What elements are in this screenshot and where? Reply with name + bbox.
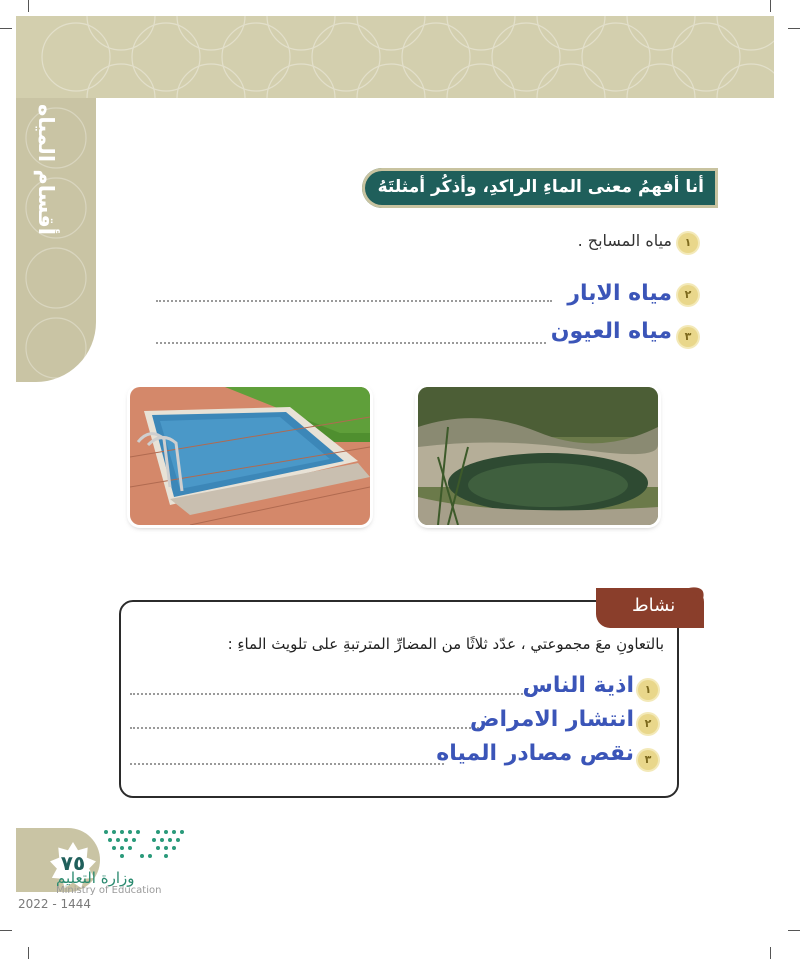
handwritten-answer: اذية الناس: [522, 673, 634, 698]
activity-prompt: بالتعاونِ معَ مجموعتي ، عدّد ثلاثًا من المضارِّ المترتبةِ على تلويث الماءِ :: [227, 635, 664, 653]
page-number: ٧٥: [60, 851, 86, 875]
handwritten-answer: مياه العيون: [550, 319, 672, 344]
crop-mark: [28, 0, 29, 12]
handwritten-answer: مياه الابار: [567, 281, 672, 306]
activity-tab-label: نشاط: [632, 595, 676, 616]
bullet-number: ٣: [678, 327, 698, 347]
chapter-title: أقسام المياه: [34, 104, 58, 235]
bullet-number: ٣: [638, 750, 658, 770]
ministry-name-arabic: وزارة التعليم: [56, 869, 135, 887]
question-mark-icon: ?: [683, 581, 707, 627]
crop-mark: [0, 930, 12, 931]
handwritten-answer: نقص مصادر المياه: [436, 741, 634, 766]
answer-line: [130, 693, 530, 695]
handwritten-answer: انتشار الامراض: [469, 707, 634, 732]
bullet-number: ١: [638, 680, 658, 700]
arabesque-pattern-icon: [16, 16, 774, 98]
crop-mark: [788, 930, 800, 931]
spring-photo: [418, 387, 658, 525]
swimming-pool-image: [130, 387, 370, 525]
academic-year: 2022 - 1444: [18, 897, 92, 911]
bullet-number: ٢: [638, 714, 658, 734]
crop-mark: [28, 947, 29, 959]
example-text: مياه المسابح .: [577, 231, 672, 250]
crop-mark: [0, 28, 12, 29]
answer-line: [156, 300, 552, 302]
crop-mark: [788, 28, 800, 29]
crop-mark: [770, 0, 771, 12]
section-banner-title: أنا أفهمُ معنى الماءِ الراكدِ، وأذكُر أمثلتَهُ: [377, 177, 704, 197]
header-band: [16, 16, 774, 98]
natural-spring-image: [418, 387, 658, 525]
chapter-side-tab: [16, 98, 96, 382]
ministry-logo-icon: [98, 826, 190, 866]
bullet-number: ٢: [678, 285, 698, 305]
activity-box: [119, 600, 679, 798]
crop-mark: [770, 947, 771, 959]
answer-line: [156, 342, 546, 344]
section-banner: [362, 168, 718, 208]
answer-line: [130, 727, 482, 729]
ministry-name-english: Ministry of Education: [56, 885, 162, 896]
bullet-number: ١: [678, 233, 698, 253]
answer-line: [130, 763, 444, 765]
pool-photo: [130, 387, 370, 525]
